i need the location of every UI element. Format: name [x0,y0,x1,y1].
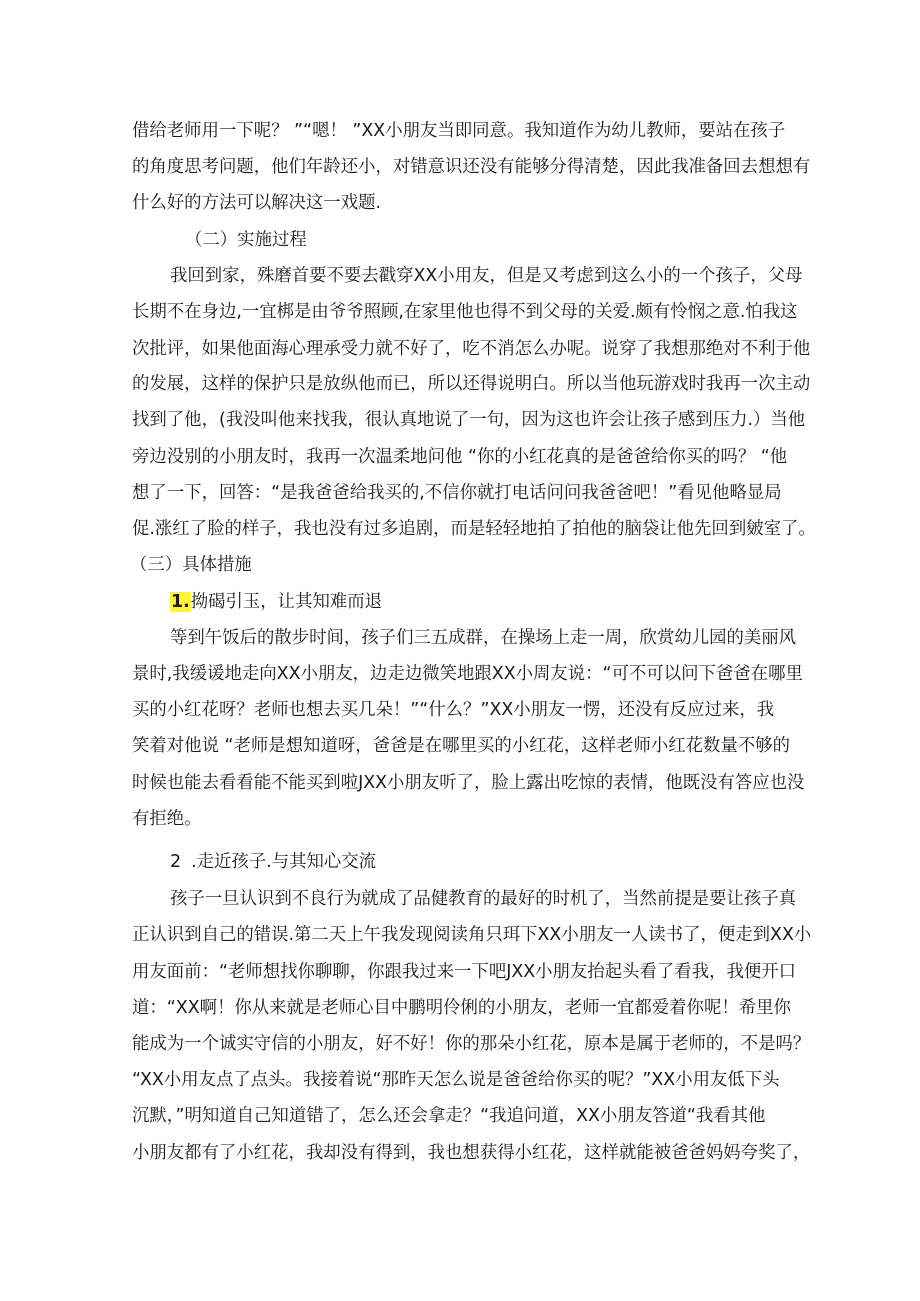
subsection-title: .走近孩子.与其知心交流 [191,852,377,872]
section-heading: （三）具体措施 [130,555,252,575]
paragraph-line: 买的小红花呀？老师也想去买几朵！”“什么？”XX小朋友一愣，还没有反应过来，我 [132,700,775,720]
paragraph-line: 促.涨红了脸的样子，我也没有过多追剧，而是轻轻地拍了拍他的脑袋让他先回到皴室了。 [132,519,816,539]
paragraph-line: 借给老师用一下呢？ ”“嗯！ ”XX小朋友当即同意。我知道作为幼儿教师，要站在孩子 [132,121,786,141]
paragraph-line: 的角度思考问题，他们年龄还小，对错意识还没有能够分得清楚，因此我准备回去想想有 [132,157,811,177]
paragraph-line: 沉默，”明知道自己知道错了，怎么还会拿走？“我追问道，XX小朋友答道“我看其他 [132,1106,766,1126]
item-number: 2 [170,852,182,872]
paragraph-line: “XX小用友点了点头。我接着说“那昨天怎么说是爸爸给你买的呢？”XX小用友低下头 [132,1070,780,1090]
paragraph-line: 景时,我缓谖地走向XX小朋友，边走边微笑地跟XX小周友说：“可不可以问下爸爸在哪里 [132,664,803,684]
item-number-highlight: 1. [171,592,190,612]
paragraph-line: 笑着对他说 “老师是想知道呀，爸爸是在哪里买的小红花，这样老师小红花数量不够的 [132,736,790,756]
paragraph-line: 长期不在身边,一宜梆是由爷爷照顾,在家里他也得不到父母的关爱.颇有怜悯之意.怕我这 [132,302,798,322]
section-heading: （二）实施过程 [185,230,307,250]
paragraph-line: 什么好的方法可以解决这一戏题. [132,193,381,213]
paragraph-line: 等到午饭后的散步时间，孩子们三五成群，在操场上走一周，欣赏幼儿园的美丽风 [170,628,797,648]
paragraph-line: 用友面前：“老师想找你聊聊，你跟我过来一下吧JXX小朋友抬起头看了看我，我便开口 [132,962,797,982]
subsection-heading [170,848,376,876]
paragraph-line: 能成为一个诚实守信的小朋友，好不好！你的那朵小红花，原本是属于老师的，不是吗？ [132,1034,811,1054]
paragraph-line: 想了一下，回答：“是我爸爸给我买的,不信你就打电话问问我爸爸吧！”看见他略显局 [132,483,782,503]
paragraph-line: 旁边没别的小朋友时，我再一次温柔地问他 “你的小红花真的是爸爸给你买的吗？ “他 [132,447,788,467]
paragraph-line: 孩子一旦认识到不良行为就成了品健教育的最好的时机了，当然前提是要让孩子真 [170,889,797,909]
paragraph-line: 道：“XX啊！你从来就是老师心目中鹏明伶俐的小朋友，老师一宜都爱着你呢！希里你 [132,998,791,1018]
paragraph-line: 的发展，这样的保护只是放纵他而已，所以还得说明白。所以当他玩游戏时我再一次主动 [132,374,811,394]
paragraph-line: 找到了他，(我没叫他来找我，很认真地说了一句，因为这也许会让孩子感到压力.）当他 [132,410,806,430]
paragraph-line: 我回到家，殊磨首要不要去戳穿XX小用友，但是又考虑到这么小的一个孩子，父母 [170,266,803,286]
subsection-title: 拗碣引玉，让其知难而退 [190,592,383,612]
paragraph-line: 有拒绝。 [132,809,202,829]
paragraph-line: 次批评，如果他面海心理承受力就不好了，吃不消怎么办呢。说穿了我想那绝对不利于他 [132,339,811,359]
subsection-heading [170,588,382,616]
paragraph-line: 正认识到自己的错误.第二天上午我发现阅读角只珥下XX小朋友一人读书了，便走到XX小 [132,925,812,945]
paragraph-line: 时候也能去看看能不能买到啦JXX小朋友听了，脸上露出吃惊的表情，他既没有答应也没 [132,773,805,793]
paragraph-line: 小朋友都有了小红花，我却没有得到，我也想获得小红花，这样就能被爸爸妈妈夸奖了， [132,1143,811,1163]
